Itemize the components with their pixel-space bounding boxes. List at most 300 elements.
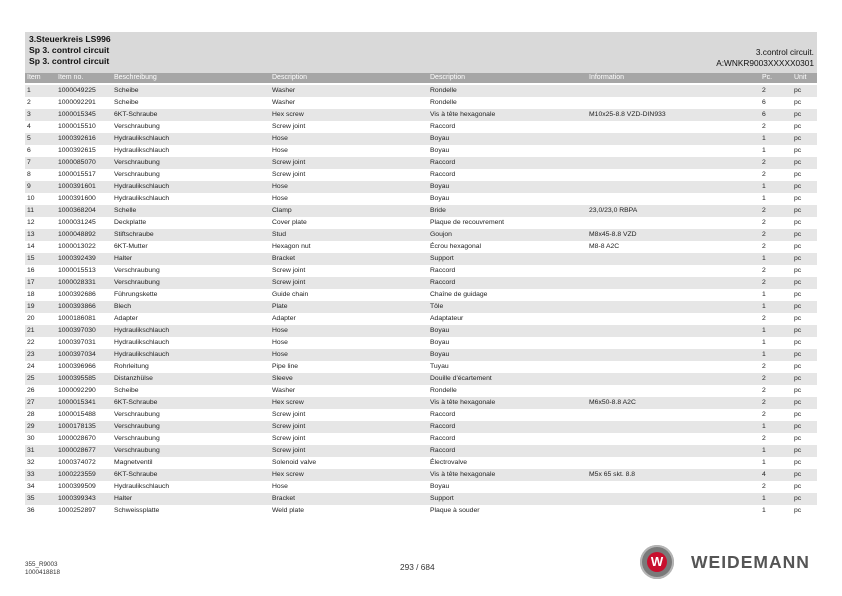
cell-item: 13 [27,231,35,238]
cell-unit: pc [794,459,802,466]
cell-unit: pc [794,135,802,142]
cell-information: M8x45-8.8 VZD [589,231,637,238]
table-row [25,505,817,517]
cell-unit: pc [794,159,802,166]
cell-beschreibung: 6KT-Schraube [114,111,158,118]
table-row [25,193,817,205]
cell-description-fr: Vis à tête hexagonale [430,399,496,406]
cell-item-no: 1000015510 [58,123,96,130]
cell-description-en: Hex screw [272,111,304,118]
cell-description-en: Hose [272,147,288,154]
cell-item: 18 [27,291,35,298]
cell-pc: 2 [762,483,766,490]
table-row [25,289,817,301]
cell-unit: pc [794,387,802,394]
cell-description-fr: Raccord [430,423,456,430]
cell-description-en: Washer [272,99,296,106]
cell-unit: pc [794,435,802,442]
cell-item-no: 1000392439 [58,255,96,262]
cell-description-en: Solenoid valve [272,459,317,466]
cell-description-fr: Boyau [430,135,450,142]
cell-unit: pc [794,411,802,418]
cell-description-fr: Rondelle [430,387,457,394]
cell-description-fr: Tôle [430,303,444,310]
cell-beschreibung: Hydraulikschlauch [114,339,170,346]
cell-description-en: Guide chain [272,291,309,298]
cell-item: 5 [27,135,31,142]
table-row [25,205,817,217]
cell-pc: 2 [762,363,766,370]
section-title-de: 3.Steuerkreis LS996 [29,34,111,44]
cell-beschreibung: Scheibe [114,99,139,106]
table-row [25,481,817,493]
footer-code-model: 355_R9003 [25,561,58,568]
cell-item: 24 [27,363,35,370]
cell-item-no: 1000013022 [58,243,96,250]
cell-item-no: 1000252897 [58,507,96,514]
section-title-en-2: Sp 3. control circuit [29,56,110,66]
cell-item-no: 1000015517 [58,171,96,178]
cell-unit: pc [794,255,802,262]
cell-description-en: Hose [272,183,288,190]
cell-unit: pc [794,111,802,118]
cell-item-no: 1000391600 [58,195,96,202]
table-row [25,385,817,397]
cell-item-no: 1000015345 [58,111,96,118]
cell-unit: pc [794,375,802,382]
cell-item: 7 [27,159,31,166]
table-row [25,121,817,133]
cell-pc: 1 [762,303,766,310]
table-row [25,469,817,481]
cell-beschreibung: Hydraulikschlauch [114,135,170,142]
cell-pc: 2 [762,375,766,382]
cell-item-no: 1000028331 [58,279,96,286]
cell-description-en: Stud [272,231,286,238]
cell-item: 21 [27,327,35,334]
cell-information: M5x 65 skt. 8.8 [589,471,636,478]
cell-unit: pc [794,471,802,478]
cell-unit: pc [794,495,802,502]
cell-beschreibung: Scheibe [114,87,139,94]
weidemann-logo-icon [640,545,674,579]
cell-item: 26 [27,387,35,394]
cell-description-fr: Boyau [430,147,450,154]
cell-description-fr: Raccord [430,123,456,130]
cell-beschreibung: Hydraulikschlauch [114,327,170,334]
cell-item: 22 [27,339,35,346]
brand-name: WEIDEMANN [691,552,810,572]
cell-item-no: 1000048892 [58,231,96,238]
cell-unit: pc [794,99,802,106]
cell-beschreibung: Hydraulikschlauch [114,351,170,358]
parts-table [25,85,817,517]
cell-pc: 2 [762,435,766,442]
cell-description-fr: Vis à tête hexagonale [430,111,496,118]
table-row [25,229,817,241]
cell-beschreibung: Schweissplatte [114,507,160,514]
cell-description-en: Sleeve [272,375,293,382]
cell-description-en: Screw joint [272,267,306,274]
cell-beschreibung: Hydraulikschlauch [114,183,170,190]
cell-unit: pc [794,123,802,130]
cell-item-no: 1000391601 [58,183,96,190]
cell-item: 16 [27,267,35,274]
cell-description-fr: Boyau [430,183,450,190]
cell-description-fr: Goujon [430,231,452,238]
cell-description-fr: Support [430,255,454,262]
cell-description-en: Screw joint [272,159,306,166]
cell-item-no: 1000015341 [58,399,96,406]
cell-description-fr: Boyau [430,327,450,334]
col-description-fr: Description [430,74,466,81]
cell-beschreibung: Distanzhülse [114,375,153,382]
table-row [25,493,817,505]
cell-item-no: 1000399343 [58,495,96,502]
cell-item: 29 [27,423,35,430]
cell-pc: 1 [762,459,766,466]
cell-item: 34 [27,483,35,490]
cell-information: M10x25-8.8 VZD-DIN933 [589,111,666,118]
cell-pc: 1 [762,327,766,334]
cell-pc: 2 [762,171,766,178]
cell-item: 8 [27,171,31,178]
cell-unit: pc [794,147,802,154]
cell-pc: 1 [762,135,766,142]
cell-beschreibung: Verschraubung [114,411,160,418]
col-pc: Pc. [762,74,773,81]
cell-beschreibung: Blech [114,303,132,310]
cell-unit: pc [794,315,802,322]
cell-item-no: 1000395585 [58,375,96,382]
table-row [25,421,817,433]
cell-beschreibung: Hydraulikschlauch [114,195,170,202]
cell-pc: 1 [762,447,766,454]
table-row [25,397,817,409]
cell-item: 17 [27,279,35,286]
section-header [25,32,817,73]
footer-code [25,561,60,577]
cell-item-no: 1000015513 [58,267,96,274]
cell-item: 19 [27,303,35,310]
table-row [25,457,817,469]
cell-unit: pc [794,327,802,334]
cell-beschreibung: Hydraulikschlauch [114,147,170,154]
cell-unit: pc [794,363,802,370]
cell-description-en: Hose [272,327,288,334]
cell-description-en: Hose [272,339,288,346]
table-row [25,265,817,277]
cell-information: M6x50-8.8 A2C [589,399,636,406]
table-row [25,181,817,193]
cell-item: 27 [27,399,35,406]
cell-item: 31 [27,447,35,454]
table-row [25,325,817,337]
table-row [25,301,817,313]
cell-description-fr: Raccord [430,159,456,166]
cell-description-en: Screw joint [272,123,306,130]
cell-item-no: 1000178135 [58,423,96,430]
cell-description-fr: Boyau [430,339,450,346]
cell-description-en: Pipe line [272,363,299,370]
cell-item-no: 1000399509 [58,483,96,490]
cell-unit: pc [794,339,802,346]
col-unit: Unit [794,74,807,81]
table-row [25,109,817,121]
cell-description-en: Washer [272,387,296,394]
cell-item: 20 [27,315,35,322]
table-row [25,97,817,109]
cell-description-en: Clamp [272,207,292,214]
cell-description-fr: Vis à tête hexagonale [430,471,496,478]
cell-item-no: 1000092291 [58,99,96,106]
table-row [25,169,817,181]
cell-description-fr: Écrou hexagonal [430,243,482,250]
cell-pc: 1 [762,507,766,514]
cell-pc: 4 [762,471,766,478]
cell-item-no: 1000396966 [58,363,96,370]
cell-description-fr: Douille d'écartement [430,375,492,382]
cell-description-en: Hex screw [272,399,304,406]
table-row [25,409,817,421]
cell-unit: pc [794,243,802,250]
cell-item-no: 1000223559 [58,471,96,478]
cell-item-no: 1000085070 [58,159,96,166]
cell-description-fr: Chaîne de guidage [430,291,488,298]
col-item: Item [27,74,41,81]
cell-description-en: Screw joint [272,171,306,178]
cell-item: 2 [27,99,31,106]
cell-description-en: Screw joint [272,435,306,442]
cell-item: 30 [27,435,35,442]
cell-pc: 2 [762,123,766,130]
cell-description-fr: Rondelle [430,99,457,106]
cell-beschreibung: Deckplatte [114,219,147,226]
cell-description-en: Washer [272,87,296,94]
table-row [25,133,817,145]
cell-item: 35 [27,495,35,502]
cell-description-en: Hex screw [272,471,304,478]
cell-item-no: 1000186081 [58,315,96,322]
cell-item-no: 1000015488 [58,411,96,418]
cell-description-en: Weld plate [272,507,304,514]
cell-item: 12 [27,219,35,226]
cell-unit: pc [794,507,802,514]
table-row [25,373,817,385]
cell-description-en: Adapter [272,315,296,322]
cell-description-fr: Raccord [430,411,456,418]
cell-beschreibung: Verschraubung [114,159,160,166]
cell-description-en: Bracket [272,495,296,502]
cell-description-fr: Boyau [430,195,450,202]
table-header [25,73,817,83]
cell-beschreibung: Stiftschraube [114,231,154,238]
cell-pc: 2 [762,207,766,214]
cell-pc: 2 [762,279,766,286]
cell-pc: 1 [762,195,766,202]
cell-unit: pc [794,183,802,190]
cell-pc: 6 [762,99,766,106]
cell-beschreibung: Verschraubung [114,267,160,274]
cell-description-en: Cover plate [272,219,307,226]
cell-item-no: 1000028677 [58,447,96,454]
cell-beschreibung: Schelle [114,207,137,214]
cell-description-fr: Rondelle [430,87,457,94]
cell-pc: 1 [762,147,766,154]
cell-beschreibung: Magnetventil [114,459,153,466]
cell-item-no: 1000092290 [58,387,96,394]
cell-item: 9 [27,183,31,190]
cell-description-en: Hose [272,351,288,358]
cell-description-fr: Boyau [430,483,450,490]
cell-beschreibung: 6KT-Schraube [114,471,158,478]
col-beschreibung: Beschreibung [114,74,157,81]
cell-item: 25 [27,375,35,382]
cell-pc: 1 [762,291,766,298]
cell-description-fr: Bride [430,207,446,214]
cell-unit: pc [794,231,802,238]
cell-pc: 2 [762,387,766,394]
cell-beschreibung: Hydraulikschlauch [114,483,170,490]
cell-description-en: Screw joint [272,411,306,418]
cell-pc: 1 [762,423,766,430]
cell-item: 10 [27,195,35,202]
footer-code-number: 1000418818 [25,569,61,576]
cell-description-fr: Raccord [430,171,456,178]
table-row [25,217,817,229]
cell-unit: pc [794,483,802,490]
cell-beschreibung: Adapter [114,315,138,322]
cell-item: 23 [27,351,35,358]
cell-pc: 1 [762,183,766,190]
cell-description-fr: Raccord [430,279,456,286]
cell-beschreibung: Rohrleitung [114,363,149,370]
cell-item-no: 1000397031 [58,339,96,346]
cell-item-no: 1000397034 [58,351,96,358]
cell-description-fr: Raccord [430,267,456,274]
cell-pc: 1 [762,255,766,262]
cell-pc: 2 [762,87,766,94]
cell-description-fr: Adaptateur [430,315,464,322]
table-row [25,337,817,349]
table-row [25,445,817,457]
cell-item: 36 [27,507,35,514]
cell-pc: 6 [762,111,766,118]
cell-beschreibung: Halter [114,255,133,262]
cell-item-no: 1000374072 [58,459,96,466]
cell-item: 32 [27,459,35,466]
cell-beschreibung: Verschraubung [114,423,160,430]
cell-unit: pc [794,399,802,406]
cell-pc: 2 [762,231,766,238]
cell-pc: 1 [762,339,766,346]
cell-unit: pc [794,291,802,298]
cell-pc: 2 [762,399,766,406]
cell-unit: pc [794,279,802,286]
cell-beschreibung: Scheibe [114,387,139,394]
cell-description-fr: Boyau [430,351,450,358]
col-description-en: Description [272,74,308,81]
cell-item: 15 [27,255,35,262]
cell-unit: pc [794,207,802,214]
cell-unit: pc [794,171,802,178]
cell-item: 11 [27,207,35,214]
cell-item: 4 [27,123,31,130]
cell-description-en: Hose [272,483,288,490]
cell-description-fr: Plaque à souder [430,507,480,514]
cell-item-no: 1000392686 [58,291,96,298]
cell-item: 3 [27,111,31,118]
page-number: 293 / 684 [400,562,435,572]
cell-description-en: Screw joint [272,279,306,286]
cell-description-en: Hexagon nut [272,243,311,250]
col-item-no: Item no. [58,74,84,81]
cell-unit: pc [794,195,802,202]
table-row [25,145,817,157]
cell-unit: pc [794,219,802,226]
cell-pc: 2 [762,159,766,166]
table-row [25,241,817,253]
cell-description-en: Bracket [272,255,296,262]
cell-beschreibung: Verschraubung [114,279,160,286]
table-row [25,349,817,361]
table-row [25,157,817,169]
cell-beschreibung: Verschraubung [114,447,160,454]
cell-unit: pc [794,423,802,430]
section-group-label: 3.control circuit. [755,47,814,57]
section-group-code: A:WNKR9003XXXXX0301 [716,58,814,68]
cell-pc: 2 [762,267,766,274]
cell-item-no: 1000393866 [58,303,96,310]
logo-letter: W [650,554,664,569]
cell-beschreibung: 6KT-Schraube [114,399,158,406]
cell-information: M8-8 A2C [589,243,620,250]
cell-description-en: Screw joint [272,423,306,430]
cell-description-fr: Tuyau [430,363,449,370]
cell-item-no: 1000392616 [58,135,96,142]
cell-information: 23,0/23,0 RBPA [589,207,638,214]
cell-beschreibung: Halter [114,495,133,502]
cell-unit: pc [794,303,802,310]
table-row [25,361,817,373]
cell-beschreibung: Führungskette [114,291,158,298]
cell-unit: pc [794,267,802,274]
cell-description-en: Hose [272,135,288,142]
cell-unit: pc [794,87,802,94]
table-row [25,253,817,265]
cell-item: 28 [27,411,35,418]
cell-description-en: Hose [272,195,288,202]
cell-description-fr: Raccord [430,435,456,442]
cell-item-no: 1000049225 [58,87,96,94]
cell-pc: 1 [762,351,766,358]
cell-unit: pc [794,447,802,454]
cell-pc: 2 [762,315,766,322]
cell-beschreibung: 6KT-Mutter [114,243,148,250]
section-title-en: Sp 3. control circuit [29,45,110,55]
cell-beschreibung: Verschraubung [114,123,160,130]
cell-item: 33 [27,471,35,478]
cell-pc: 2 [762,243,766,250]
cell-item-no: 1000397030 [58,327,96,334]
cell-description-fr: Raccord [430,447,456,454]
cell-description-fr: Plaque de recouvrement [430,219,505,226]
cell-item: 14 [27,243,35,250]
cell-item-no: 1000028670 [58,435,96,442]
cell-pc: 1 [762,495,766,502]
cell-description-fr: Électrovalve [430,459,468,466]
cell-beschreibung: Verschraubung [114,435,160,442]
